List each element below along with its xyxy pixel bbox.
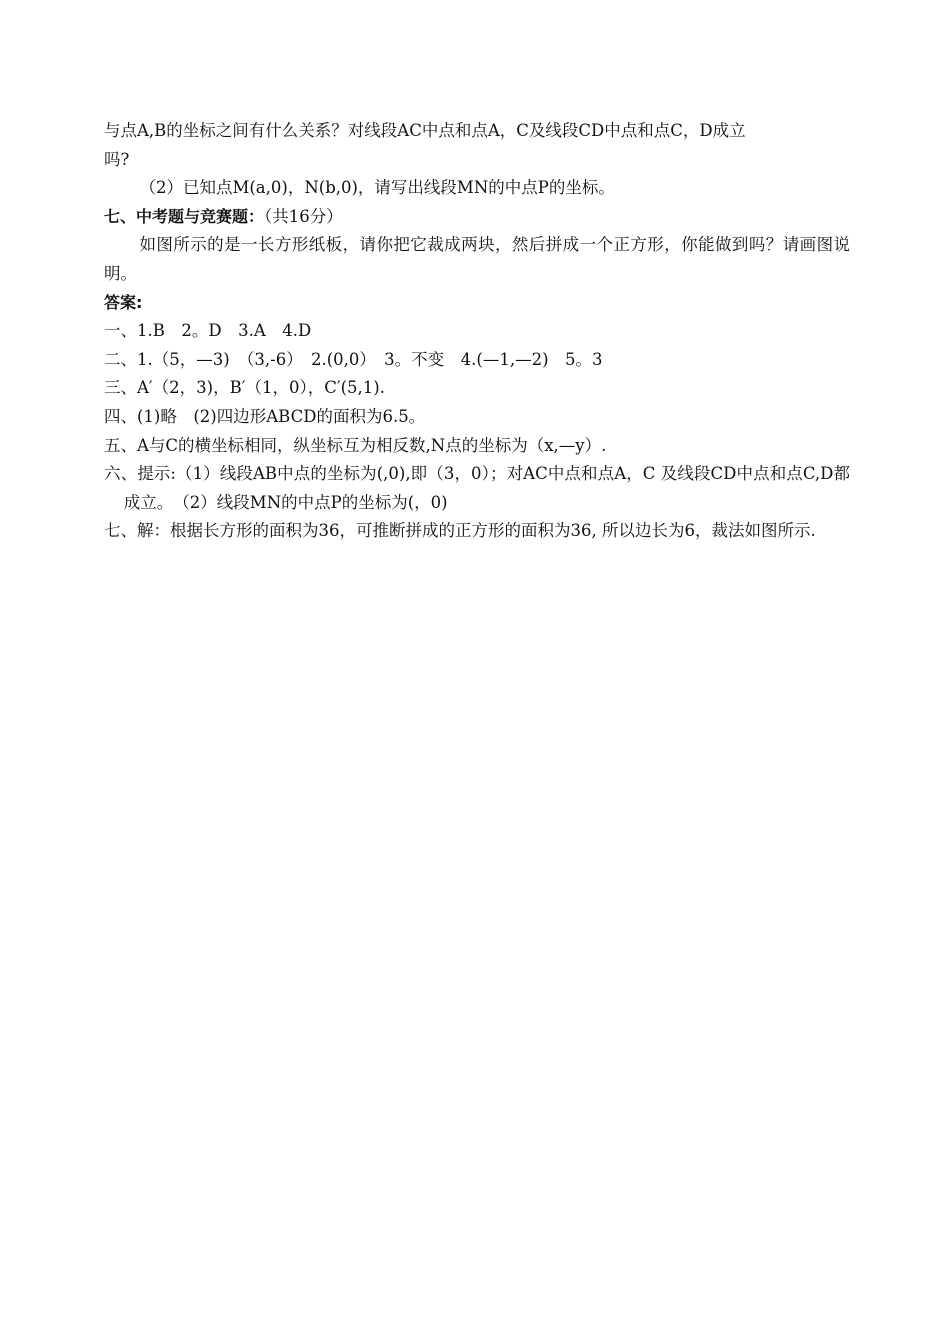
answer-item-7: 七、解：根据长方形的面积为36，可推断拼成的正方形的面积为36, 所以边长为6，裁法如图所示. (104, 521, 816, 541)
question6-continuation-line2: 吗? (104, 149, 130, 169)
answer-item-4: 四、(1)略 (2)四边形ABCD的面积为6.5。 (104, 406, 426, 426)
answer-item-1: 一、1.B 2。D 3.A 4.D (104, 321, 312, 341)
question6-continuation (104, 117, 850, 174)
answers-heading: 答案: (104, 292, 143, 312)
section7-body: 如图所示的是一长方形纸板，请你把它裁成两块，然后拼成一个正方形，你能做到吗？请画图说明。 (104, 235, 850, 283)
section7-score: （共16分） (264, 206, 343, 226)
answer-item-5: 五、A与C的横坐标相同，纵坐标互为相反数,N点的坐标为（x,—y）. (104, 435, 607, 455)
question6-part2: （2）已知点M(a,0)，N(b,0)，请写出线段MN的中点P的坐标。 (139, 178, 615, 198)
document-page (104, 117, 850, 546)
answer-item-2: 二、1.（5，—3) （3,-6） 2.(0,0） 3。不变 4.(—1,—2) 5。3 (104, 349, 603, 369)
answer-item-6: 六、提示:（1）线段AB中点的坐标为(,0),即（3，0）；对AC中点和点A，C 及线段CD中点和点C,D都成立。 （2）线段MN的中点P的坐标为(，0) (104, 464, 850, 512)
question6-continuation-line1: 与点A,B的坐标之间有什么关系？对线段AC中点和点A，C及线段CD中点和点C，D成立 (104, 121, 746, 140)
answer-item-3: 三、A′（2，3)，B′（1，0），C′(5,1). (104, 378, 385, 398)
section7-heading (104, 203, 850, 232)
section7-heading-title: 七、中考题与竞赛题： (104, 206, 265, 226)
